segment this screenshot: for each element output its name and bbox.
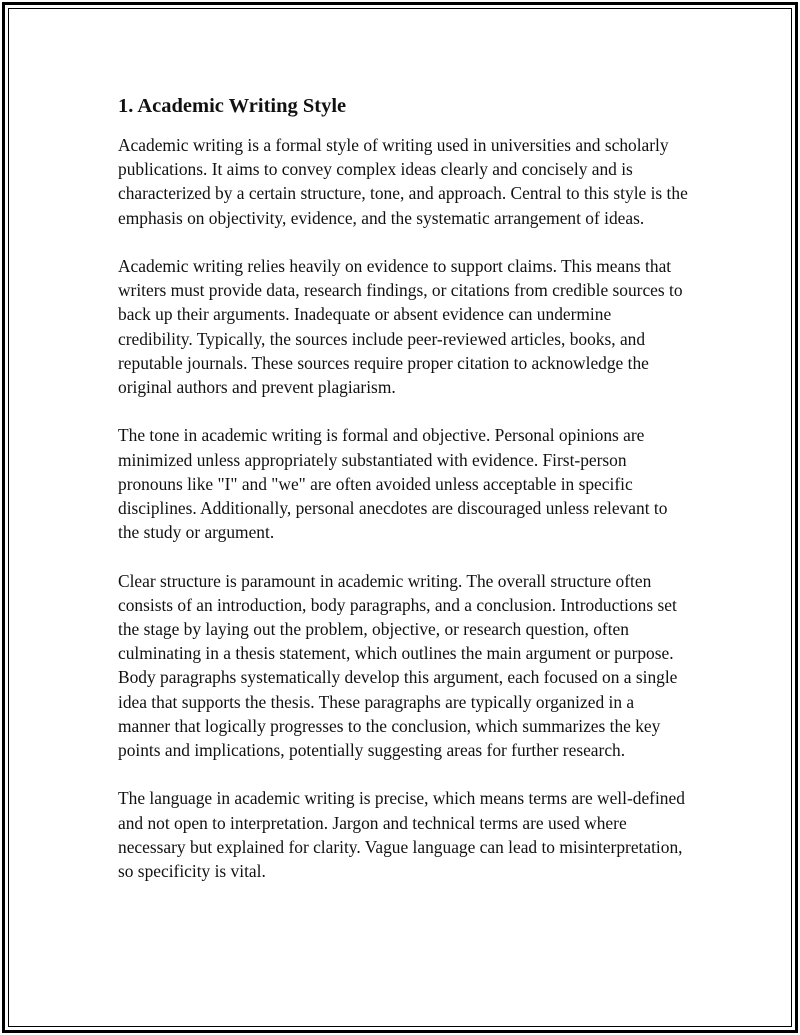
paragraph-tone: The tone in academic writing is formal and objective. Personal opinions are minimized unless appropriately substantiated with evidence. First-person pronouns like "I" and "we" are often avoided unless acceptable in specific disciplines. Additionally, personal anecdotes are discouraged unless relevant to the study or argument. <box>118 425 668 543</box>
paragraph-structure: Clear structure is paramount in academic writing. The overall structure often consists of an introduction, body paragraphs, and a conclusion. Introductions set the stage by laying out the problem, objective, or research question, often culminating in a thesis statement, which outlines the main argument or purpose. Body paragraphs systematically develop this argument, each focused on a single idea that supports the thesis. These paragraphs are typically organized in a manner that logically progresses to the conclusion, which summarizes the key points and implications, potentially suggesting areas for further research. <box>118 570 678 761</box>
document-body <box>118 94 688 907</box>
section-heading: 1. Academic Writing Style <box>118 95 347 117</box>
paragraph-language: The language in academic writing is precise, which means terms are well-defined and not open to interpretation. Jargon and technical terms are used where necessary but explained for clarity. Vague language can lead to misinterpretation, so specificity is vital. <box>118 788 685 882</box>
paragraph-evidence: Academic writing relies heavily on evidence to support claims. This means that writers must provide data, research findings, or citations from credible sources to back up their arguments. Inadequate or absent evidence can undermine credibility. Typically, the sources include peer-reviewed articles, books, and reputable journals. These sources require proper citation to acknowledge the original authors and prevent plagiarism. <box>118 256 683 398</box>
paragraph-intro: Academic writing is a formal style of writing used in universities and scholarly publications. It aims to convey complex ideas clearly and concisely and is characterized by a certain structure, tone, and approach. Central to this style is the emphasis on objectivity, evidence, and the systematic arrangement of ideas. <box>118 135 688 228</box>
